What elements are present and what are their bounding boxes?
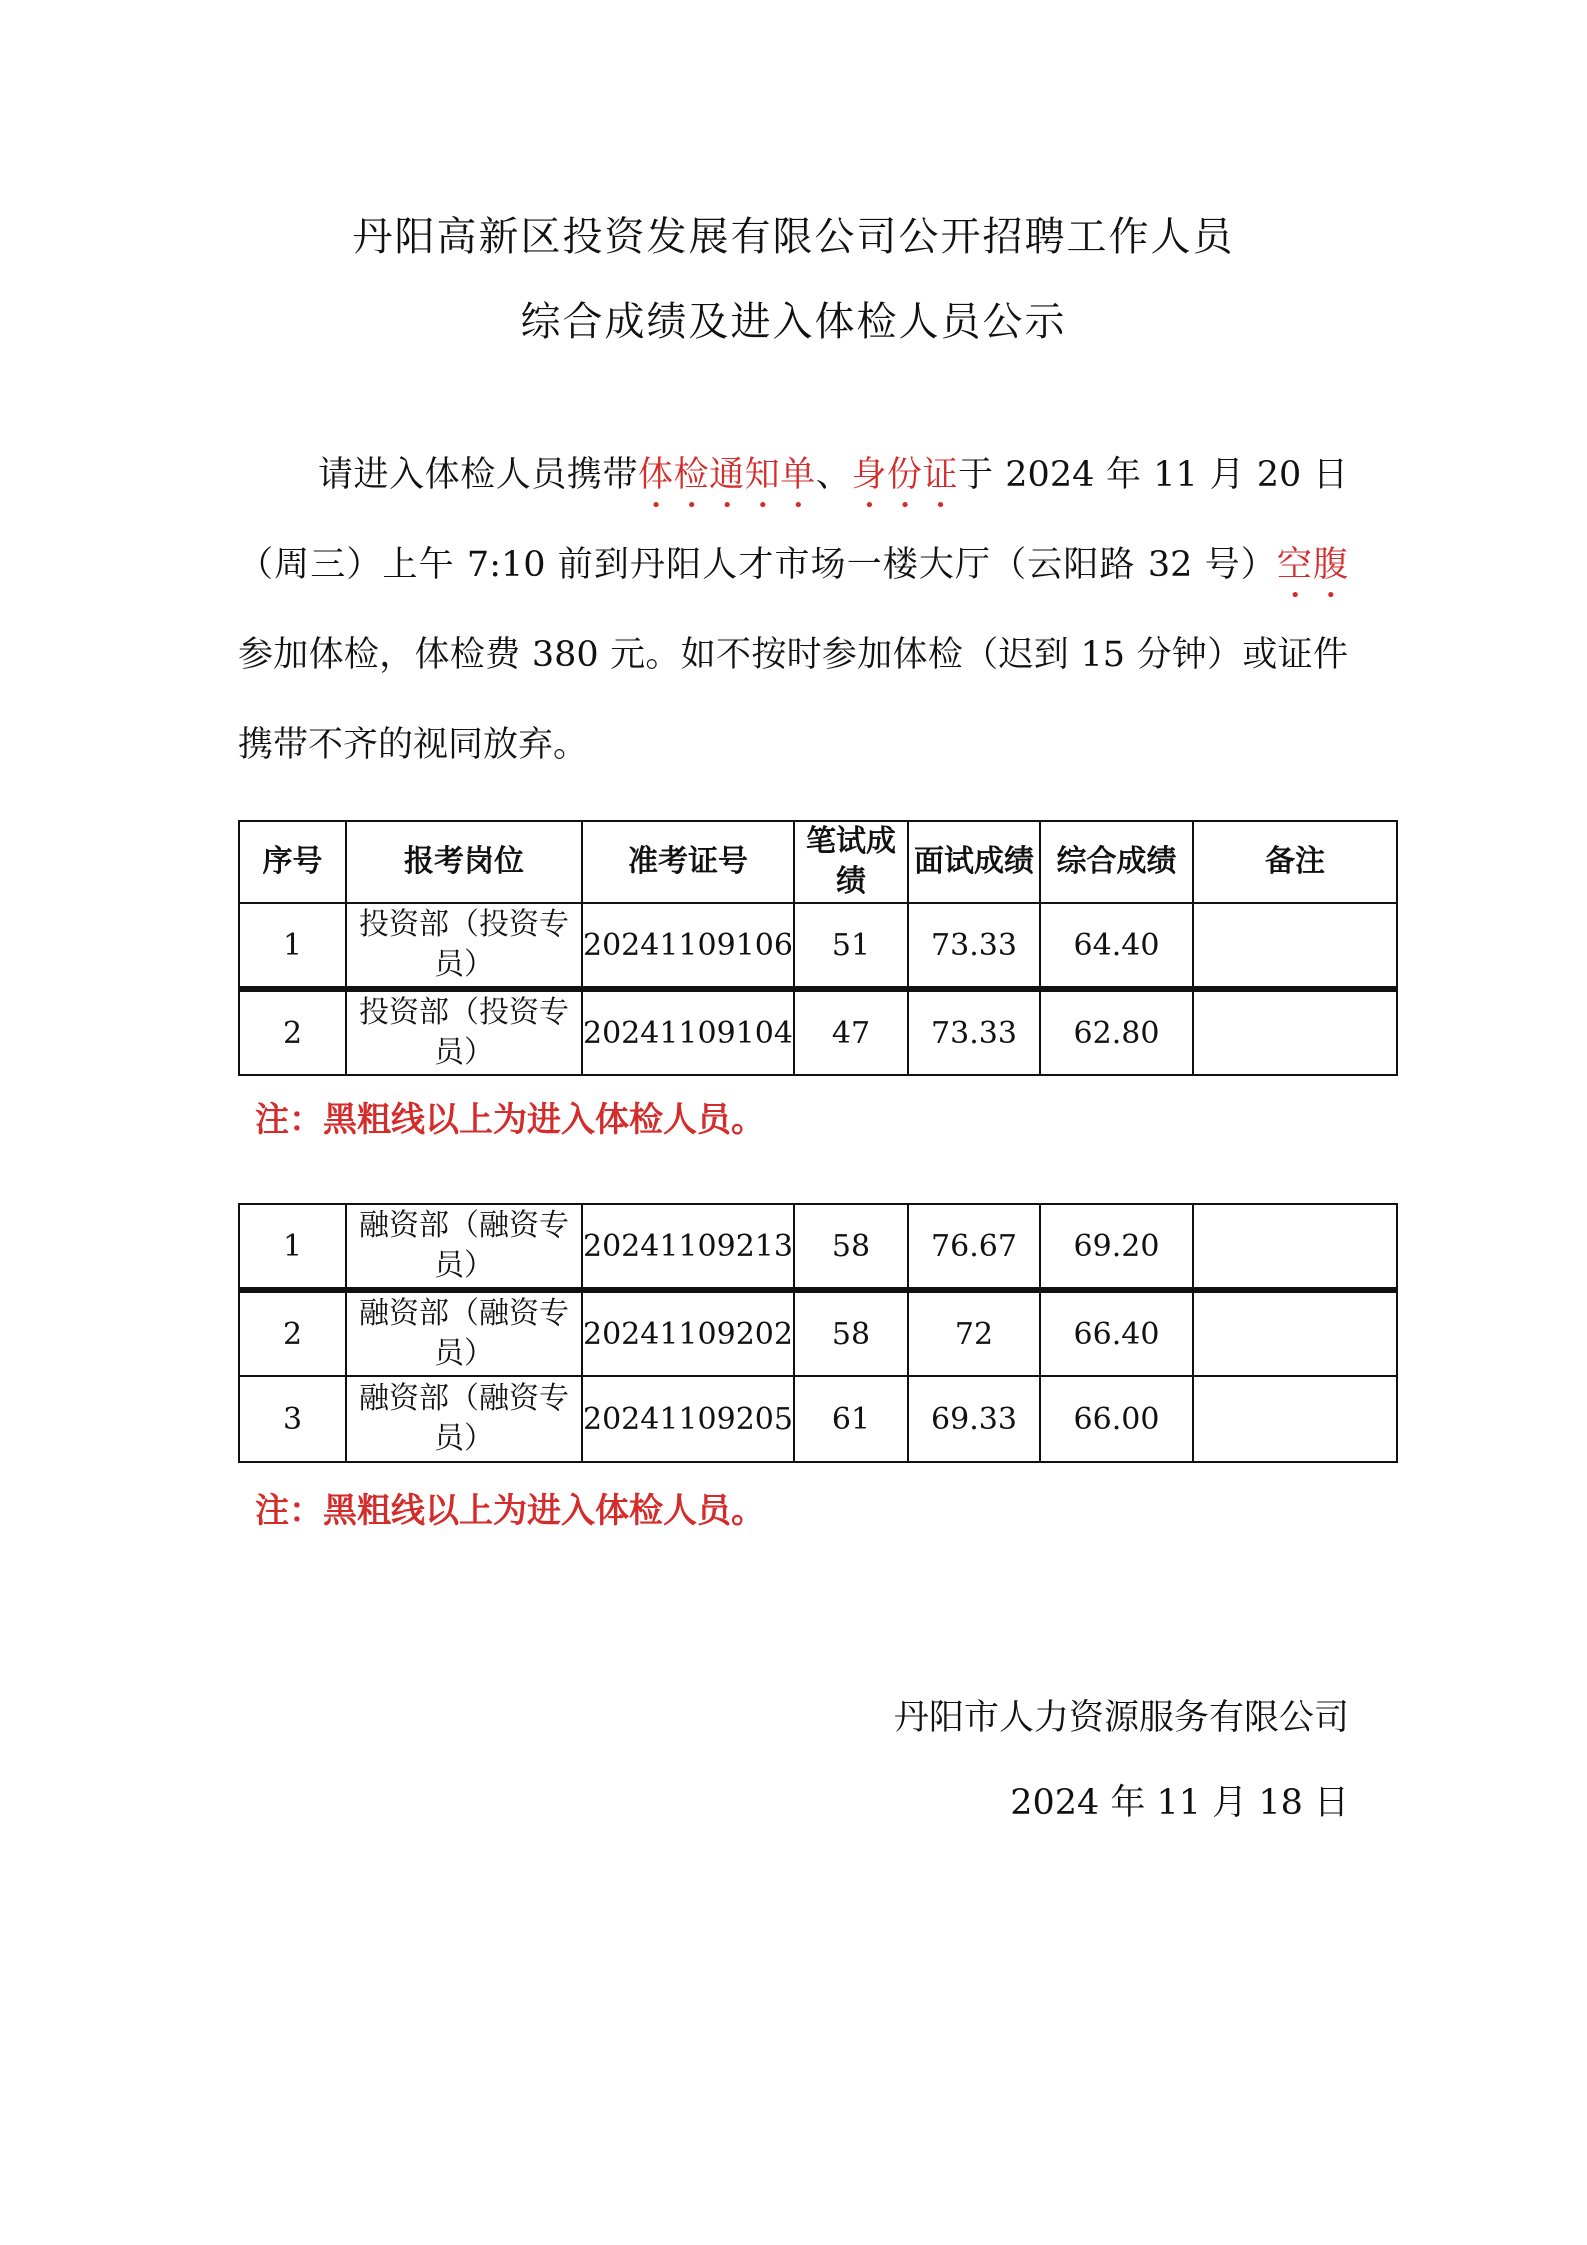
- cell-remark: [1193, 1204, 1397, 1290]
- notice-text-3: 参加体检，体检费 380 元。如不按时参加体检（迟到 15 分钟）或证件携带不齐的视同放弃。: [238, 635, 1348, 765]
- header-exam-id: 准考证号: [582, 821, 794, 903]
- cell-exam-id: 20241109106: [582, 903, 794, 989]
- cell-post: 融资部（融资专员）: [346, 1290, 582, 1376]
- cell-total: 66.00: [1040, 1376, 1193, 1462]
- table-row: [239, 1290, 1397, 1376]
- notice-highlight-exam-notice: 体检通知单: [638, 455, 816, 495]
- table-row: [239, 989, 1397, 1075]
- cell-remark: [1193, 1376, 1397, 1462]
- table-row: [239, 903, 1397, 989]
- signature-org: 丹阳市人力资源服务有限公司: [893, 1698, 1349, 1738]
- cell-seq: 1: [239, 1204, 346, 1290]
- table-row: [239, 1376, 1397, 1462]
- cell-exam-id: 20241109202: [582, 1290, 794, 1376]
- cell-post: 融资部（融资专员）: [346, 1204, 582, 1290]
- notice-paragraph: [238, 430, 1348, 790]
- table-header-row: [239, 821, 1397, 903]
- cell-seq: 3: [239, 1376, 346, 1462]
- cell-interview: 73.33: [908, 989, 1040, 1075]
- notice-highlight-id-card: 身份证: [851, 455, 959, 495]
- cell-seq: 2: [239, 989, 346, 1075]
- cell-remark: [1193, 1290, 1397, 1376]
- header-total-score: 综合成绩: [1040, 821, 1193, 903]
- cell-interview: 73.33: [908, 903, 1040, 989]
- cell-total: 69.20: [1040, 1204, 1193, 1290]
- cell-written: 58: [794, 1290, 908, 1376]
- cell-post: 投资部（投资专员）: [346, 903, 582, 989]
- cell-total: 62.80: [1040, 989, 1193, 1075]
- cell-written: 61: [794, 1376, 908, 1462]
- header-interview-score: 面试成绩: [908, 821, 1040, 903]
- cell-exam-id: 20241109205: [582, 1376, 794, 1462]
- cell-exam-id: 20241109213: [582, 1204, 794, 1290]
- cell-interview: 69.33: [908, 1376, 1040, 1462]
- title-line-2: 综合成绩及进入体检人员公示: [520, 299, 1067, 345]
- cell-seq: 1: [239, 903, 346, 989]
- cell-remark: [1193, 989, 1397, 1075]
- cell-interview: 76.67: [908, 1204, 1040, 1290]
- cell-seq: 2: [239, 1290, 346, 1376]
- notice-highlight-fasting: 空腹: [1276, 545, 1348, 585]
- cell-total: 64.40: [1040, 903, 1193, 989]
- title-line-1: 丹阳高新区投资发展有限公司公开招聘工作人员: [352, 214, 1235, 260]
- note-text-2: 注：黑粗线以上为进入体检人员。: [255, 1491, 765, 1531]
- results-table-investment: [238, 820, 1398, 1076]
- cell-post: 融资部（融资专员）: [346, 1376, 582, 1462]
- cell-interview: 72: [908, 1290, 1040, 1376]
- cell-post: 投资部（投资专员）: [346, 989, 582, 1075]
- header-post: 报考岗位: [346, 821, 582, 903]
- cell-exam-id: 20241109104: [582, 989, 794, 1075]
- results-table-financing: [238, 1203, 1398, 1463]
- notice-text-1: 请进入体检人员携带: [318, 455, 639, 495]
- header-written-score: 笔试成绩: [794, 821, 908, 903]
- notice-text-2: 于 2024 年 11 月 20 日（周三）上午 7:10 前到丹阳人才市场一楼大厅（云阳路 32 号）: [238, 455, 1348, 585]
- cell-total: 66.40: [1040, 1290, 1193, 1376]
- header-remark: 备注: [1193, 821, 1397, 903]
- signature-date: 2024 年 11 月 18 日: [1010, 1783, 1349, 1823]
- header-seq: 序号: [239, 821, 346, 903]
- note-text-1: 注：黑粗线以上为进入体检人员。: [255, 1100, 765, 1140]
- table-row: [239, 1204, 1397, 1290]
- cell-remark: [1193, 903, 1397, 989]
- notice-separator: 、: [815, 455, 852, 495]
- cell-written: 51: [794, 903, 908, 989]
- cell-written: 58: [794, 1204, 908, 1290]
- cell-written: 47: [794, 989, 908, 1075]
